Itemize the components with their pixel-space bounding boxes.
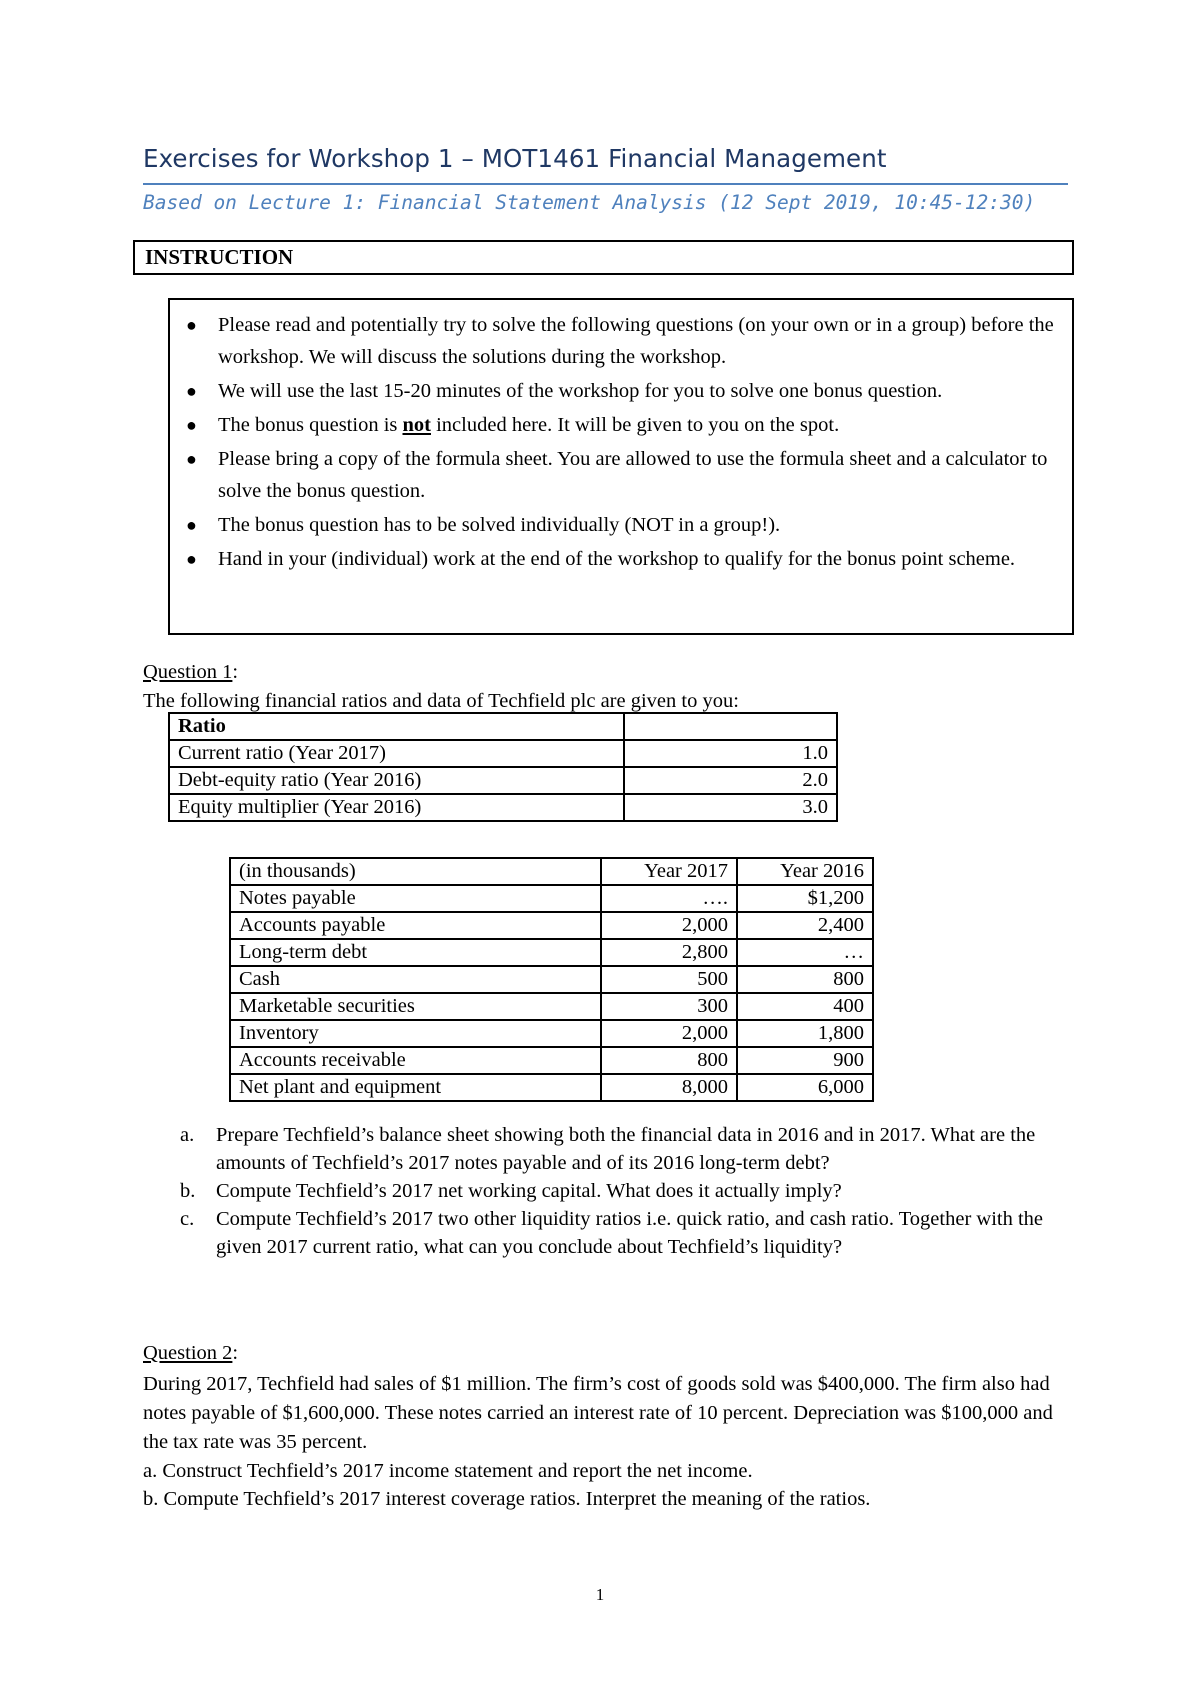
table-header-cell: (in thousands) — [230, 858, 601, 885]
table-row — [169, 740, 837, 767]
table-cell: 2,400 — [737, 912, 873, 939]
table-cell: Marketable securities — [230, 993, 601, 1020]
table-cell: Debt-equity ratio (Year 2016) — [169, 767, 624, 794]
page-number: 1 — [595, 1585, 605, 1604]
instruction-item: ● Please read and potentially try to solve the following questions (on your own or in a group) before the workshop. We will discuss the solutions during the workshop. — [170, 309, 1062, 373]
document-subtitle: Based on Lecture 1: Financial Statement Analysis (12 Sept 2019, 10:45-12:30) — [143, 191, 1036, 214]
ratio-header: Ratio — [169, 713, 624, 740]
instruction-list — [170, 300, 1072, 575]
bullet-icon: ● — [186, 315, 197, 335]
table-cell: 1,800 — [737, 1020, 873, 1047]
question2-body: During 2017, Techfield had sales of $1 million. The firm’s cost of goods sold was $400,000. The firm also had notes payable of $1,600,000. These notes carried an interest rate of 10 percent. Depreciation was $100,000 and the tax rate was 35 percent. — [143, 1373, 1053, 1453]
instruction-item: ● The bonus question is not included here. It will be given to you on the spot. — [170, 409, 1062, 441]
table-cell: Inventory — [230, 1020, 601, 1047]
emphasis-not: not — [402, 414, 431, 436]
table-cell: 900 — [737, 1047, 873, 1074]
table-row — [230, 885, 873, 912]
table-header-cell: Year 2017 — [601, 858, 737, 885]
table-cell: 3.0 — [624, 794, 837, 821]
bullet-icon: ● — [186, 449, 197, 469]
table-cell: 2.0 — [624, 767, 837, 794]
question1-subquestions — [143, 1121, 1083, 1261]
table-cell: $1,200 — [737, 885, 873, 912]
question2-part-b: b. Compute Techfield’s 2017 interest coverage ratios. Interpret the meaning of the ratios. — [143, 1488, 871, 1510]
table-cell: Accounts receivable — [230, 1047, 601, 1074]
table-cell: Notes payable — [230, 885, 601, 912]
table-cell — [624, 713, 837, 740]
table-row — [169, 767, 837, 794]
bullet-icon: ● — [186, 515, 197, 535]
table-row — [230, 993, 873, 1020]
subquestion-b: b. Compute Techfield’s 2017 net working capital. What does it actually imply? — [180, 1180, 842, 1202]
table-cell: Equity multiplier (Year 2016) — [169, 794, 624, 821]
table-cell: Cash — [230, 966, 601, 993]
table-row — [230, 1020, 873, 1047]
instruction-item: ● The bonus question has to be solved individually (NOT in a group!). — [170, 509, 1062, 541]
table-row — [230, 939, 873, 966]
financial-data-table — [229, 857, 874, 1102]
table-cell: … — [737, 939, 873, 966]
instruction-item: ● We will use the last 15-20 minutes of the workshop for you to solve one bonus question. — [170, 375, 1062, 407]
table-row — [230, 966, 873, 993]
table-cell: 8,000 — [601, 1074, 737, 1101]
question2-part-a: a. Construct Techfield’s 2017 income statement and report the net income. — [143, 1460, 753, 1482]
table-cell: 800 — [601, 1047, 737, 1074]
table-header-row — [169, 713, 837, 740]
bullet-icon: ● — [186, 549, 197, 569]
question1-heading: Question 1: — [143, 661, 239, 683]
table-row — [230, 912, 873, 939]
instruction-box — [168, 298, 1074, 635]
table-cell: 2,000 — [601, 1020, 737, 1047]
title-underline — [143, 183, 1068, 185]
table-header-cell: Year 2016 — [737, 858, 873, 885]
table-cell: 1.0 — [624, 740, 837, 767]
table-header-row — [230, 858, 873, 885]
table-cell: Current ratio (Year 2017) — [169, 740, 624, 767]
question1-intro: The following financial ratios and data of Techfield plc are given to you: — [143, 690, 739, 712]
bullet-icon: ● — [186, 381, 197, 401]
table-cell: Long-term debt — [230, 939, 601, 966]
table-row — [230, 1047, 873, 1074]
table-cell: 500 — [601, 966, 737, 993]
question2-heading: Question 2: — [143, 1342, 239, 1364]
instruction-item: ● Please bring a copy of the formula sheet. You are allowed to use the formula sheet and a calculator to solve the bonus question. — [170, 443, 1062, 507]
table-cell: 400 — [737, 993, 873, 1020]
instruction-heading: INSTRUCTION — [133, 240, 1074, 275]
instruction-item: ● Hand in your (individual) work at the end of the workshop to qualify for the bonus point scheme. — [170, 543, 1062, 575]
table-cell: Net plant and equipment — [230, 1074, 601, 1101]
subquestion-a: a. Prepare Techfield’s balance sheet showing both the financial data in 2016 and in 2017. What are the amounts of Techfield’s 2017 notes payable and of its 2016 long-term debt? — [180, 1124, 1036, 1174]
table-row — [169, 794, 837, 821]
document-title: Exercises for Workshop 1 – MOT1461 Financial Management — [143, 144, 887, 173]
table-cell: 800 — [737, 966, 873, 993]
bullet-icon: ● — [186, 415, 197, 435]
table-cell: …. — [601, 885, 737, 912]
subquestion-c: c. Compute Techfield’s 2017 two other liquidity ratios i.e. quick ratio, and cash ratio. Together with the given 2017 current ratio, what can you conclude about Techfield’s liquidity? — [180, 1208, 1044, 1258]
table-cell: 300 — [601, 993, 737, 1020]
table-cell: Accounts payable — [230, 912, 601, 939]
table-cell: 2,800 — [601, 939, 737, 966]
table-cell: 6,000 — [737, 1074, 873, 1101]
ratio-table — [168, 712, 838, 822]
table-row — [230, 1074, 873, 1101]
table-cell: 2,000 — [601, 912, 737, 939]
